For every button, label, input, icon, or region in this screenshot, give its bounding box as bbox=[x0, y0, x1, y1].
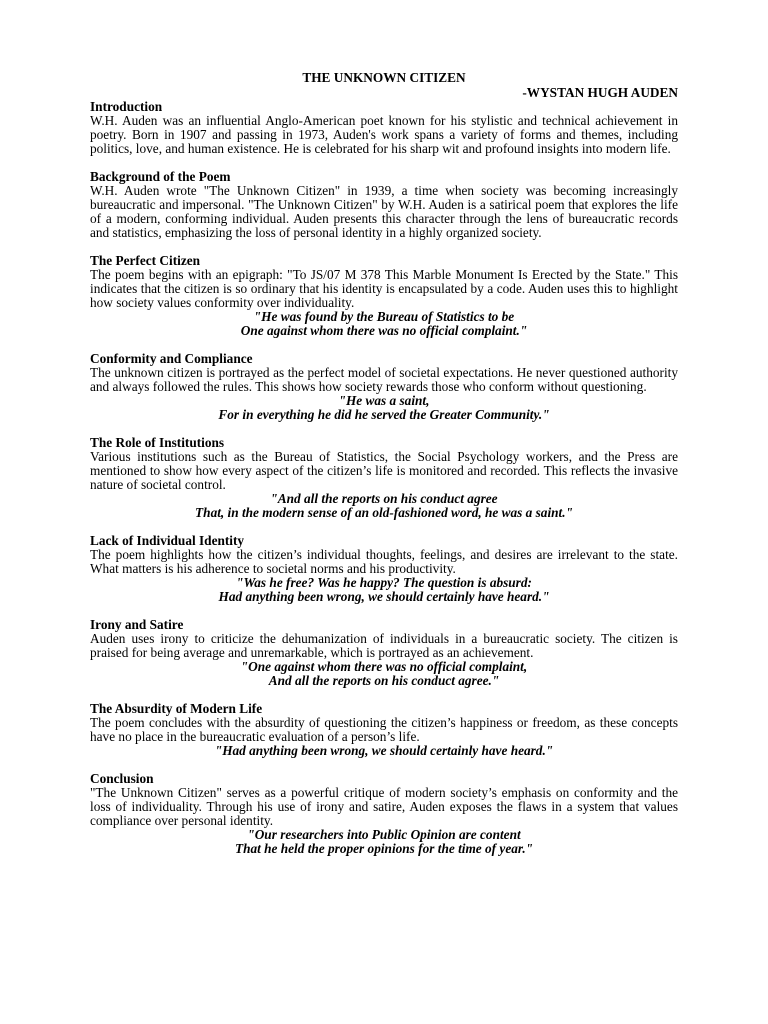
section-conformity-and-compliance bbox=[90, 352, 678, 422]
quote-line: One against whom there was no official complaint." bbox=[240, 323, 528, 338]
section-heading: Conformity and Compliance bbox=[90, 351, 253, 366]
quote-line: And all the reports on his conduct agree." bbox=[268, 673, 500, 688]
quote-line: For in everything he did he served the Greater Community." bbox=[218, 407, 550, 422]
section-body: W.H. Auden wrote "The Unknown Citizen" in 1939, a time when society was becoming increasingly bureaucratic and impersonal. "The Unknown Citizen" by W.H. Auden is a satirical poem that explores the life of a modern, conforming individual. Auden presents this character through the lens of bureaucratic records and statistics, emphasizing the loss of personal identity in a highly organized society. bbox=[90, 183, 678, 240]
section-the-absurdity-of-modern-life bbox=[90, 702, 678, 758]
section-body: "The Unknown Citizen" serves as a powerful critique of modern society’s emphasis on conformity and the loss of individuality. Through his use of irony and satire, Auden exposes the flaws in a system that values compliance over personal identity. bbox=[90, 785, 678, 828]
section-irony-and-satire bbox=[90, 618, 678, 688]
section-body: Various institutions such as the Bureau of Statistics, the Social Psychology workers, and the Press are mentioned to show how every aspect of the citizen’s life is monitored and recorded. This reflects the invasive nature of societal control. bbox=[90, 449, 678, 492]
section-lack-of-individual-identity bbox=[90, 534, 678, 604]
document-author: -WYSTAN HUGH AUDEN bbox=[522, 85, 678, 100]
quote-line: "He was found by the Bureau of Statistics to be bbox=[253, 309, 515, 324]
section-body: Auden uses irony to criticize the dehumanization of individuals in a bureaucratic society. The citizen is praised for being average and unremarkable, which is portrayed as an achievement. bbox=[90, 631, 678, 660]
section-body: W.H. Auden was an influential Anglo-American poet known for his stylistic and technical achievement in poetry. Born in 1907 and passing in 1973, Auden's work spans a variety of forms and themes, including politics, love, and human existence. He is celebrated for his sharp wit and profound insights into modern life. bbox=[90, 113, 678, 156]
section-heading: Irony and Satire bbox=[90, 617, 184, 632]
document-title: THE UNKNOWN CITIZEN bbox=[302, 70, 466, 85]
sections-container bbox=[90, 100, 678, 856]
section-heading: The Perfect Citizen bbox=[90, 253, 201, 268]
section-heading: Background of the Poem bbox=[90, 169, 231, 184]
quote-line: "Had anything been wrong, we should certainly have heard." bbox=[214, 743, 554, 758]
quote-line: That he held the proper opinions for the time of year." bbox=[234, 841, 534, 856]
section-introduction bbox=[90, 100, 678, 156]
section-heading: Conclusion bbox=[90, 771, 154, 786]
quote-line: That, in the modern sense of an old-fashioned word, he was a saint." bbox=[195, 505, 573, 520]
section-background-of-the-poem bbox=[90, 170, 678, 240]
section-the-role-of-institutions bbox=[90, 436, 678, 520]
quote-line: "One against whom there was no official complaint, bbox=[240, 659, 528, 674]
section-the-perfect-citizen bbox=[90, 254, 678, 338]
section-heading: Lack of Individual Identity bbox=[90, 533, 245, 548]
section-body: The unknown citizen is portrayed as the perfect model of societal expectations. He never questioned authority and always followed the rules. This shows how society rewards those who conform without questioning. bbox=[90, 365, 678, 394]
section-heading: The Role of Institutions bbox=[90, 435, 225, 450]
section-body: The poem highlights how the citizen’s individual thoughts, feelings, and desires are irrelevant to the state. What matters is his adherence to societal norms and his productivity. bbox=[90, 547, 678, 576]
quote-line: "Was he free? Was he happy? The question is absurd: bbox=[236, 575, 532, 590]
quote-line: "He was a saint, bbox=[338, 393, 430, 408]
quote-line: "Our researchers into Public Opinion are content bbox=[247, 827, 521, 842]
section-body: The poem begins with an epigraph: "To JS/07 M 378 This Marble Monument Is Erected by the State." This indicates that the citizen is so ordinary that his identity is encapsulated by a code. Auden uses this to highlight how society values conformity over individuality. bbox=[90, 267, 678, 310]
quote-line: "And all the reports on his conduct agree bbox=[270, 491, 498, 506]
section-conclusion bbox=[90, 772, 678, 856]
section-body: The poem concludes with the absurdity of questioning the citizen’s happiness or freedom, as these concepts have no place in the bureaucratic evaluation of a person’s life. bbox=[90, 715, 678, 744]
section-heading: Introduction bbox=[90, 99, 163, 114]
quote-line: Had anything been wrong, we should certainly have heard." bbox=[218, 589, 550, 604]
section-heading: The Absurdity of Modern Life bbox=[90, 701, 263, 716]
